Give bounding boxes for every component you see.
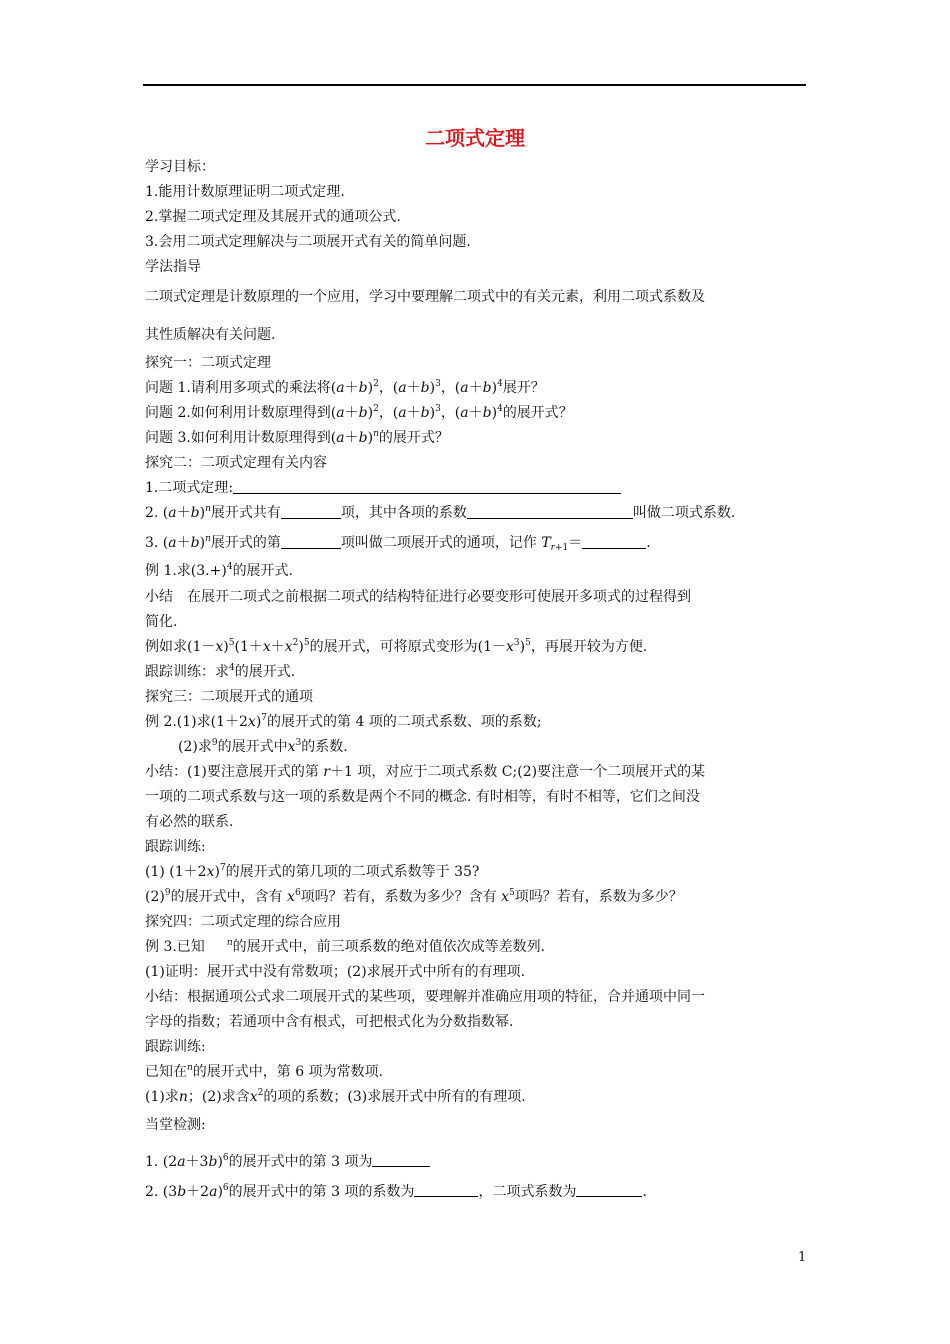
summary-1-line-3: 例如求$(1-x)^5(1+x+x^2)^5$的展开式，可将原式变形为$(1-x^3)^5$，再展开较为方便. [145, 638, 648, 655]
content-2: 2. $(a+b)^n$展开式共有 项，其中各项的系数 叫做二项式系数. [145, 504, 736, 521]
track-3-line-2: (1)求n；(2)求含$x^2$的项的系数；(3)求展开式中所有的有理项. [145, 1088, 526, 1105]
method-heading: 学法指导 [145, 259, 201, 275]
example-3-parts: (1)证明：展开式中没有常数项；(2)求展开式中所有的有理项. [145, 964, 526, 980]
test-1: 1. $(2a+3b)^6$的展开式中的第 3 项为 [145, 1152, 430, 1172]
fill-blank[interactable] [582, 534, 646, 549]
content-3: 3. $(a+b)^n$展开式的第 项叫做二项展开式的通项，记作 $T_{r+1}=$ . [145, 534, 651, 553]
track-1: 跟踪训练：求$^4$的展开式. [145, 663, 296, 680]
fill-blank[interactable] [372, 1154, 430, 1167]
method-text-1: 二项式定理是计数原理的一个应用，学习中要理解二项式中的有关元素，利用二项式系数及 [145, 289, 705, 305]
summary-2-line-2: 一项的二项式系数与这一项的系数是两个不同的概念. 有时相等，有时不相等，它们之间没 [145, 789, 700, 805]
goal-2: 2.掌握二项式定理及其展开式的通项公式. [145, 209, 401, 225]
example-3: 例 3.已知 $^n$的展开式中，前三项系数的绝对值依次成等差数列. [145, 938, 546, 955]
summary-3-line-2: 字母的指数；若通项中含有根式，可把根式化为分数指数幂. [145, 1014, 514, 1030]
track-3-line-1: 已知在$^n$的展开式中，第 6 项为常数项. [145, 1063, 384, 1080]
page-number: 1 [798, 1250, 807, 1265]
track-2-heading: 跟踪训练: [145, 839, 206, 855]
check-heading: 当堂检测: [145, 1117, 206, 1133]
summary-2-line-3: 有必然的联系. [145, 814, 234, 830]
explore-1-heading: 探究一：二项式定理 [145, 355, 271, 371]
method-text-2: 其性质解决有关问题. [145, 327, 276, 343]
question-1: 问题 1.请利用多项式的乘法将$(a+b)^2$，$(a+b)^3$，$(a+b)^4$展开？ [145, 379, 545, 396]
example-2-part-1: 例 2.(1)求$(1+2x)^7$的展开式的第 4 项的二项式系数、项的系数; [145, 713, 542, 730]
question-2: 问题 2.如何利用计数原理得到$(a+b)^2$，$(a+b)^3$，$(a+b)^4$的展开式？ [145, 404, 573, 421]
goal-1: 1.能用计数原理证明二项式定理. [145, 184, 345, 200]
document-title: 二项式定理 [425, 126, 525, 150]
fill-blank[interactable] [576, 1184, 642, 1197]
fill-blank[interactable] [281, 534, 341, 549]
example-2-part-2: (2)求$^9$的展开式中$x^3$的系数. [178, 738, 348, 755]
question-3: 问题 3.如何利用计数原理得到$(a+b)^n$的展开式？ [145, 429, 449, 446]
track-3-heading: 跟踪训练: [145, 1039, 206, 1055]
example-1: 例 1.求$(3.+)^4$的展开式. [145, 562, 294, 579]
goals-heading: 学习目标： [145, 159, 215, 175]
track-2-item-2: $(2)^9$的展开式中，含有 $x^6$项吗？若有，系数为多少？含有 $x^5$项吗？若有，系数为多少？ [145, 888, 683, 905]
summary-2-line-1: 小结：(1)要注意展开式的第 r＋1 项，对应于二项式系数 C;(2)要注意一个二项展开式的某 [145, 764, 706, 780]
fill-blank[interactable] [233, 479, 621, 494]
summary-1-line-1: 小结 在展开二项式之前根据二项式的结构特征进行必要变形可使展开多项式的过程得到 [145, 589, 691, 605]
test-2: 2. $(3b+2a)^6$的展开式中的第 3 项的系数为 ，二项式系数为 . [145, 1183, 647, 1200]
explore-2-heading: 探究二：二项式定理有关内容 [145, 455, 327, 471]
explore-4-heading: 探究四：二项式定理的综合应用 [145, 914, 341, 930]
fill-blank[interactable] [467, 504, 633, 519]
summary-3-line-1: 小结：根据通项公式求二项展开式的某些项，要理解并准确应用项的特征，合并通项中同一 [145, 989, 705, 1005]
explore-3-heading: 探究三：二项展开式的通项 [145, 689, 313, 705]
fill-blank[interactable] [281, 504, 341, 519]
goal-3: 3.会用二项式定理解决与二项展开式有关的简单问题. [145, 234, 471, 250]
summary-1-line-2: 简化. [145, 614, 178, 630]
track-2-item-1: (1) $(1+2x)^7$的展开式的第几项的二项式系数等于 35? [145, 863, 480, 880]
content-1: 1.二项式定理: [145, 478, 621, 498]
fill-blank[interactable] [414, 1184, 478, 1197]
header-rule [143, 84, 806, 86]
